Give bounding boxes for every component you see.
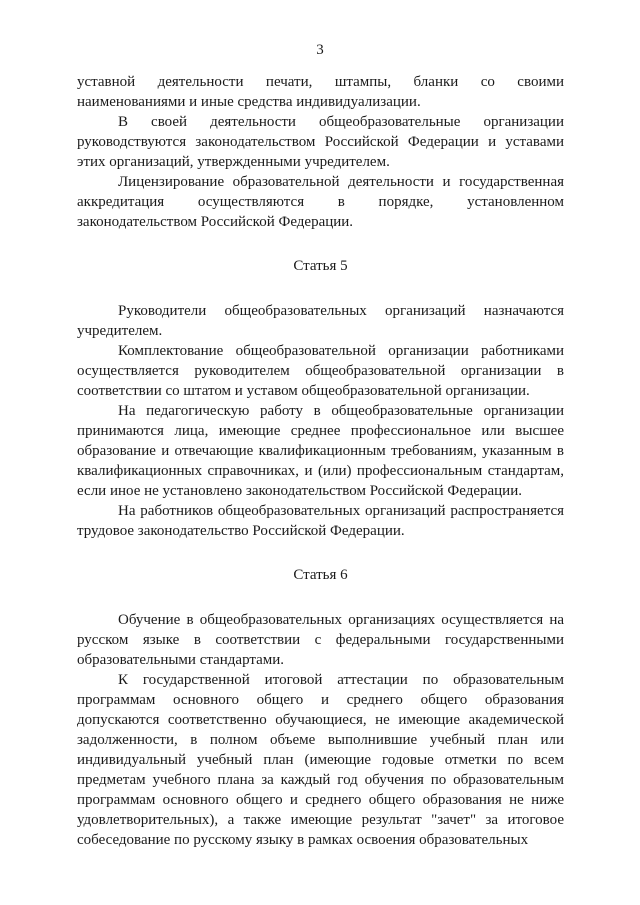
paragraph-labor-law: На работников общеобразовательных организаций распространяется трудовое законодательство Российской Федерации. — [77, 503, 564, 539]
paragraph-licensing: Лицензирование образовательной деятельности и государственная аккредитация осуществляются в порядке, установленном законодательством Российской Федерации. — [77, 174, 564, 230]
paragraph-activity-legislation: В своей деятельности общеобразовательные организации руководствуются законодательством Российской Федерации и уставами этих организаций, утвержденными учредителем. — [77, 114, 564, 170]
paragraph-final-attestation: К государственной итоговой аттестации по образовательным программам основного общего и среднего общего образования допускаются соответственно обучающиеся, не имеющие академической задолженности, в полном объеме выполнившие учебный план или индивидуальный учебный план (имеющие годовые отметки по всем предметам учебного плана за каждый год обучения по образовательным программам основного общего и среднего общего образования не ниже удовлетворительных), а также имеющие результат "зачет" за итоговое собеседование по русскому языку в рамках освоения образовательных — [77, 672, 564, 848]
paragraph-staffing: Комплектование общеобразовательной организации работниками осуществляется руководителем общеобразовательной организации в соответствии со штатом и уставом общеобразовательной организации. — [77, 343, 564, 399]
document-body — [77, 72, 564, 850]
paragraph-heads-appointed: Руководители общеобразовательных организаций назначаются учредителем. — [77, 303, 564, 339]
article-5-heading: Статья 5 — [293, 258, 348, 274]
paragraph-russian-language: Обучение в общеобразовательных организациях осуществляется на русском языке в соответствии с федеральными государственными образовательными стандартами. — [77, 612, 564, 668]
page-number: 3 — [316, 42, 324, 58]
paragraph-continued: уставной деятельности печати, штампы, бланки со своими наименованиями и иные средства индивидуализации. — [77, 74, 564, 110]
paragraph-teaching-staff: На педагогическую работу в общеобразовательные организации принимаются лица, имеющие среднее профессиональное или высшее образование и отвечающие квалификационным требованиям, указанным в квалификационных справочниках, и (или) профессиональным стандартам, если иное не установлено законодательством Российской Федерации. — [77, 403, 564, 499]
article-6-heading: Статья 6 — [293, 567, 348, 583]
